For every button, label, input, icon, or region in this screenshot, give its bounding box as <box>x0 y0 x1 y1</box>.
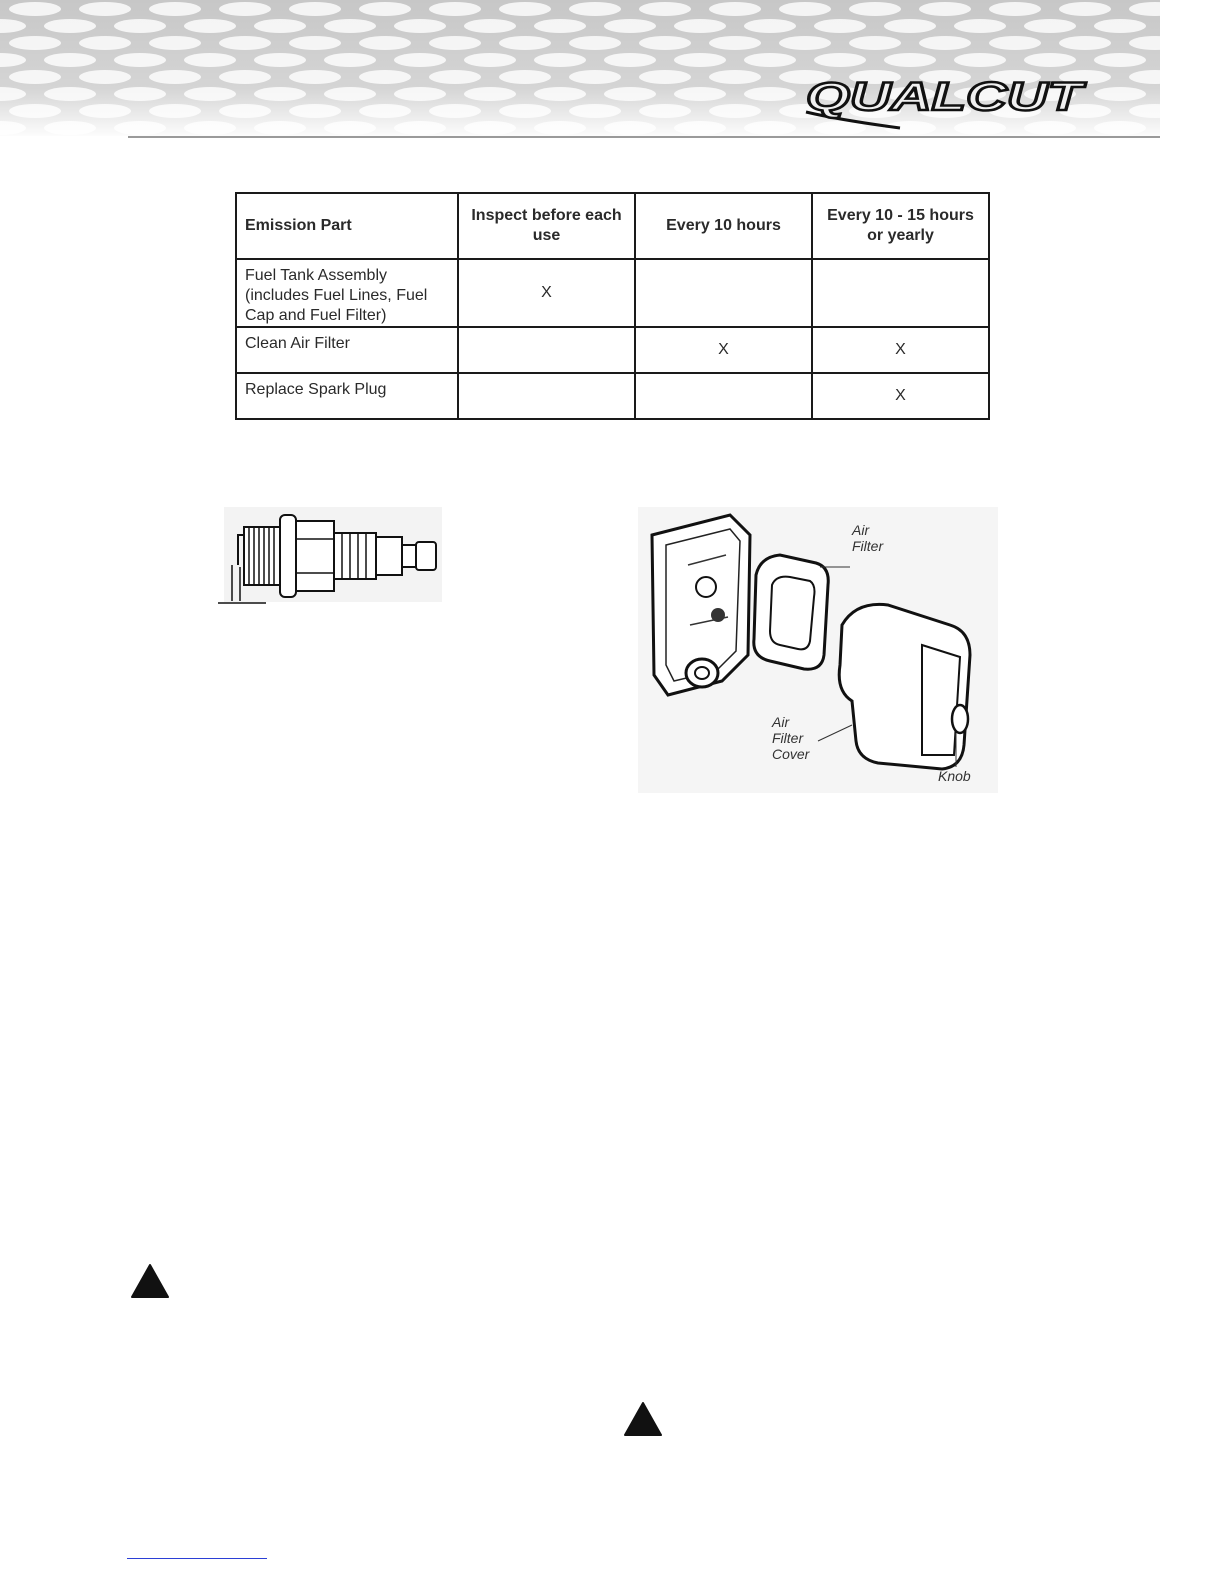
link-underline[interactable] <box>127 1558 267 1559</box>
table-header-row <box>236 193 989 259</box>
header-banner <box>0 0 1224 136</box>
check-cell: X <box>458 259 635 327</box>
check-cell: X <box>812 373 989 419</box>
air-filter-assembly-icon <box>630 505 1000 795</box>
table-row <box>236 373 989 419</box>
label-air-filter-2: Filter <box>852 538 884 554</box>
warning-triangle-icon <box>130 1263 170 1299</box>
emission-schedule-table <box>235 192 990 420</box>
table-row <box>236 259 989 327</box>
warning-triangle-icon <box>623 1401 663 1437</box>
column-header: Every 10 hours <box>635 193 812 259</box>
table-row <box>236 327 989 373</box>
label-cover-3: Cover <box>772 746 810 762</box>
check-cell <box>635 259 812 327</box>
column-header: Every 10 - 15 hours or yearly <box>812 193 989 259</box>
spark-plug-figure <box>214 505 444 615</box>
label-cover-2: Filter <box>772 730 804 746</box>
part-cell: Clean Air Filter <box>236 327 458 373</box>
svg-text:QUALCUT: QUALCUT <box>806 75 1088 119</box>
check-cell <box>635 373 812 419</box>
check-cell: X <box>812 327 989 373</box>
spark-plug-icon <box>214 505 444 610</box>
label-cover-1: Air <box>772 714 790 730</box>
check-cell: X <box>635 327 812 373</box>
part-cell: Replace Spark Plug <box>236 373 458 419</box>
column-header: Emission Part <box>236 193 458 259</box>
column-header: Inspect before each use <box>458 193 635 259</box>
mesh-pattern <box>0 0 1224 136</box>
label-knob: Knob <box>938 768 971 784</box>
check-cell <box>458 327 635 373</box>
part-cell: Fuel Tank Assembly (includes Fuel Lines, Fuel Cap and Fuel Filter) <box>236 259 458 327</box>
label-air-filter-1: Air <box>852 522 870 538</box>
check-cell <box>458 373 635 419</box>
air-filter-figure <box>630 505 1000 800</box>
header-rule <box>128 136 1160 138</box>
check-cell <box>812 259 989 327</box>
